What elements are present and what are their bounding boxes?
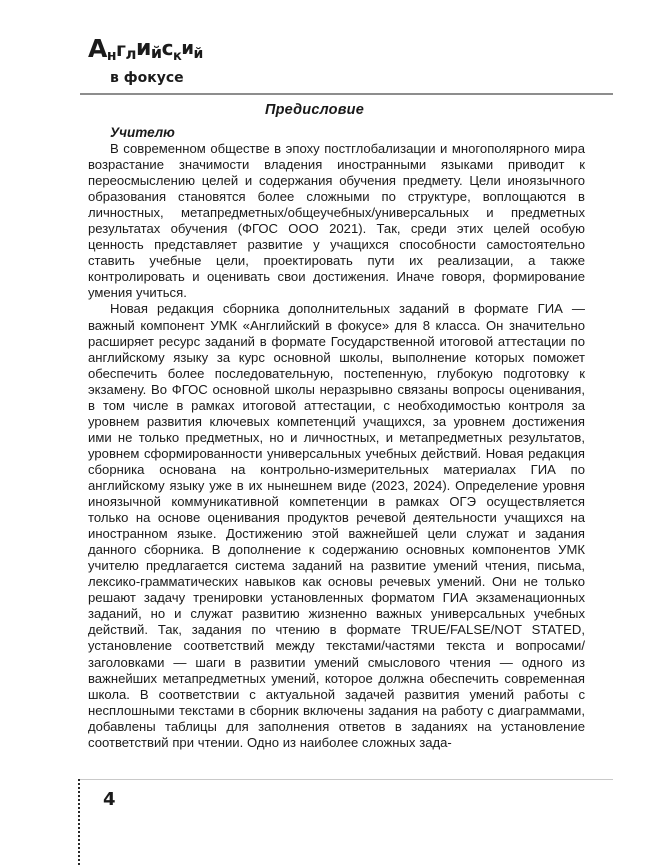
trim-cut-line (78, 779, 80, 865)
logo-letter: й (193, 46, 203, 62)
series-logo (88, 36, 298, 86)
series-logo-wordmark (88, 36, 298, 66)
page-number: 4 (103, 789, 116, 810)
logo-letter: с (161, 36, 173, 60)
footer-divider (78, 779, 613, 780)
logo-letter: г (116, 39, 126, 61)
logo-letter: и (181, 38, 194, 59)
section-subheading: Учителю (110, 125, 175, 140)
paragraph: В современном обществе в эпоху постглобализации и многополярного мира возрастание значимости владения иностранными языками приводит к переосмыслению целей и содержания обучения предмету. Цели иноязычного образования становятся более сложными по структуре, воплощаются в личностных, метапредметных/общеучебных/универсальных и предметных результатах обучения (ФГОС ООО 2021). Так, среди этих целей особую ценность представляет развитие у учащихся способности самостоятельно ставить учебные цели, проектировать пути их реализации, а также контролировать и оценивать свои достижения. Иначе говоря, формирование умения учиться. (88, 141, 585, 301)
logo-letter: и (135, 36, 151, 61)
logo-letter: й (150, 43, 162, 62)
logo-letter: н (106, 48, 117, 64)
logo-letter: л (125, 45, 136, 63)
paragraph: Новая редакция сборника дополнительных заданий в формате ГИА — важный компонент УМК «Английский в фокусе» для 8 класса. Он значительно расширяет ресурс заданий в формате Государственной итоговой аттестации по английскому языку за курс основной школы, выполнение которых поможет обеспечить более последовательную, постепенную, глубокую подготовку к экзамену. Во ФГОС основной школы неразрывно связаны вопросы оценивания, в том числе в рамках итоговой аттестации, с необходимостью контроля за уровнем развития ключевых компетенций учащихся, за уровнем достижения ими не только предметных, но и личностных, и метапредметных результатов, уровнем сформированности универсальных учебных действий. Новая редакция сборника основана на контрольно-измерительных материалах ГИА по английскому языку уже в их нынешнем виде (2023, 2024). Определение уровня иноязычной коммуникативной компетенции в рамках ОГЭ осуществляется только на основе оценивания продуктов речевой деятельности учащихся на иностранном языке. Достижению этой важнейшей цели служат и задания данного сборника. В дополнение к содержанию основных компонентов УМК учителю предлагается система заданий на развитие умений чтения, письма, лексико-грамматических навыков как основы речевых умений. Они не только решают задачу тренировки установленных форматом ГИА экзаменационных заданий, но и служат развитию жизненно важных универсальных учебных действий. Так, задания по чтению в формате TRUE/FALSE/NOT STATED, установление соответствий между текстами/частями текста и вопросами/заголовками — шаги в развитии умений смыслового чтения — одного из важнейших метапредметных умений, которое должна обеспечить современная школа. В соответствии с актуальной задачей развития умений работы с несплошными текстами в сборник включены задания на работу с диаграммами, добавлены таблицы для заполнения ответов в заданиях на установление соответствий при чтении. Одно из наиболее сложных зада- (88, 301, 585, 750)
series-logo-subtitle: в фокусе (110, 70, 184, 86)
page-title: Предисловие (265, 102, 364, 118)
logo-letter: к (172, 49, 182, 64)
text-column (88, 102, 585, 751)
logo-letter: А (88, 34, 107, 63)
header-divider (80, 93, 613, 95)
